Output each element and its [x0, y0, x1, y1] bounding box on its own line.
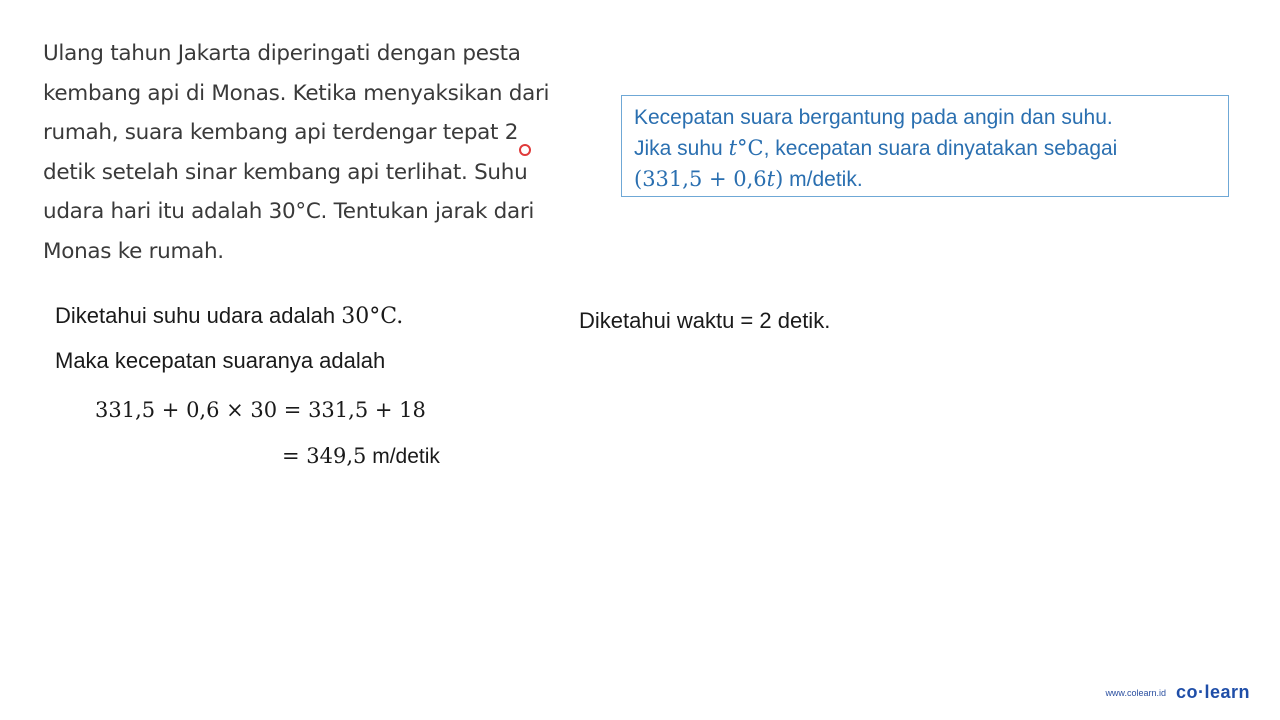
note-line-3	[634, 164, 1218, 195]
note-line-2	[634, 133, 1218, 164]
var-t: t	[766, 167, 776, 191]
website-url: www.colearn.id	[1105, 687, 1166, 698]
formula-open: (331,5 + 0,6	[634, 167, 767, 191]
footer-branding	[1105, 682, 1250, 703]
formula-close: )	[775, 167, 784, 191]
temperature-symbol	[729, 136, 764, 160]
problem-line: udara hari itu adalah 30°C. Tentukan jarak dari	[43, 199, 535, 224]
speed-formula	[634, 167, 783, 191]
problem-line: kembang api di Monas. Ketika menyaksikan dari	[43, 80, 550, 106]
known-temperature	[55, 303, 403, 329]
info-note-box	[621, 95, 1229, 197]
pointer-cursor-icon	[519, 144, 531, 156]
note-text: Jika suhu	[634, 137, 729, 160]
speed-equation-line-1: 331,5 + 0,6 × 30 = 331,5 + 18	[95, 398, 426, 422]
known-temp-label: Diketahui suhu udara adalah	[55, 303, 342, 328]
speed-result-unit: m/detik	[366, 445, 440, 468]
known-temp-value: 30°C.	[341, 304, 404, 329]
speed-result: = 349,5	[282, 444, 367, 468]
problem-line: Ulang tahun Jakarta diperingati dengan pesta	[43, 41, 521, 66]
speed-unit: m/detik.	[783, 168, 863, 191]
speed-intro: Maka kecepatan suaranya adalah	[55, 348, 386, 373]
known-time: Diketahui waktu = 2 detik.	[579, 308, 831, 333]
problem-statement	[43, 34, 583, 271]
celsius-unit: °C	[737, 136, 764, 160]
problem-line: rumah, suara kembang api terdengar tepat 2	[43, 120, 519, 145]
problem-line: Monas ke rumah.	[43, 238, 224, 264]
speed-equation-line-2	[282, 444, 440, 469]
note-text: , kecepatan suara dinyatakan sebagai	[763, 137, 1118, 160]
note-line-1: Kecepatan suara bergantung pada angin dan suhu.	[634, 106, 1113, 129]
problem-line: detik setelah sinar kembang api terlihat. Suhu	[43, 159, 528, 185]
var-t: t	[728, 136, 738, 160]
colearn-logo: co·learn	[1175, 682, 1250, 702]
